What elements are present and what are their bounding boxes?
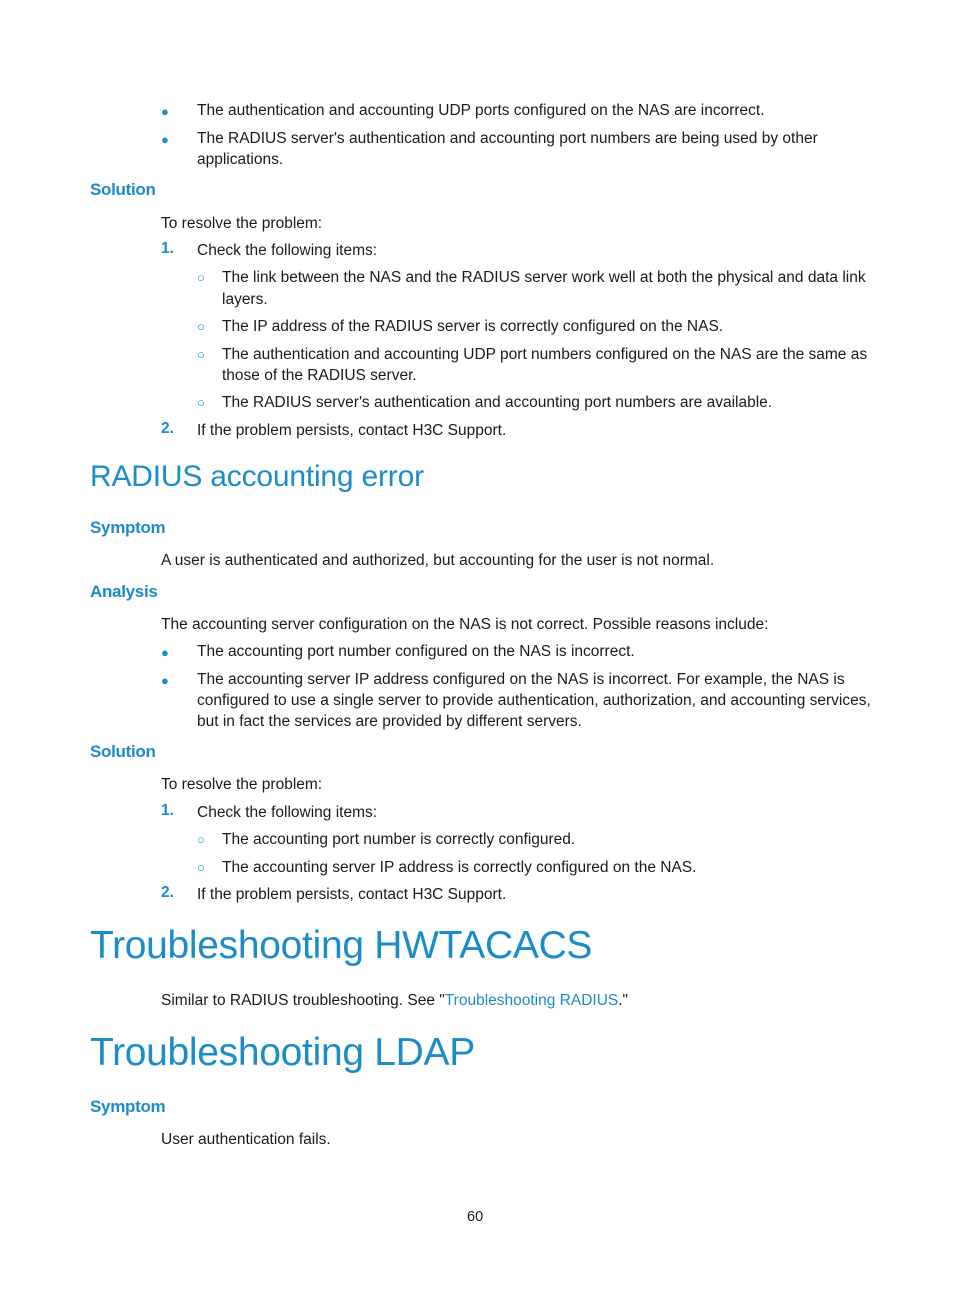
section-heading-solution: Solution bbox=[90, 742, 156, 761]
section-heading-symptom: Symptom bbox=[90, 518, 166, 537]
circle-bullet-icon: ○ bbox=[197, 270, 205, 285]
paragraph: The accounting server configuration on the NAS is not correct. Possible reasons include: bbox=[161, 616, 769, 633]
sub-item-text: The RADIUS server's authentication and accounting port numbers are available. bbox=[222, 394, 773, 411]
page-number: 60 bbox=[467, 1209, 484, 1225]
bullet-icon: ● bbox=[161, 104, 169, 119]
step-number: 2. bbox=[161, 420, 174, 437]
step-number: 2. bbox=[161, 884, 174, 901]
circle-bullet-icon: ○ bbox=[197, 832, 205, 847]
bullet-text: The accounting server IP address configured on the NAS is incorrect. For example, the NAS is bbox=[197, 671, 845, 688]
sub-item-text: The accounting server IP address is correctly configured on the NAS. bbox=[222, 859, 697, 876]
sub-item-text: The link between the NAS and the RADIUS server work well at both the physical and data link bbox=[222, 269, 866, 286]
bullet-text: configured to use a single server to provide authentication, authorization, and accounting services, bbox=[197, 692, 871, 709]
section-heading-symptom: Symptom bbox=[90, 1097, 166, 1116]
bullet-text: but in fact the services are provided by different servers. bbox=[197, 713, 582, 730]
step-text: If the problem persists, contact H3C Support. bbox=[197, 886, 507, 903]
chapter-title-hwtacacs: Troubleshooting HWTACACS bbox=[90, 924, 593, 967]
bullet-text: applications. bbox=[197, 151, 284, 168]
step-text: If the problem persists, contact H3C Support. bbox=[197, 422, 507, 439]
troubleshooting-radius-link[interactable]: Troubleshooting RADIUS bbox=[444, 992, 619, 1009]
bullet-text: The accounting port number configured on the NAS is incorrect. bbox=[197, 643, 635, 660]
bullet-icon: ● bbox=[161, 645, 169, 660]
step-number: 1. bbox=[161, 802, 174, 819]
circle-bullet-icon: ○ bbox=[197, 395, 205, 410]
bullet-text: The authentication and accounting UDP ports configured on the NAS are incorrect. bbox=[197, 102, 765, 119]
circle-bullet-icon: ○ bbox=[197, 860, 205, 875]
circle-bullet-icon: ○ bbox=[197, 319, 205, 334]
bullet-icon: ● bbox=[161, 132, 169, 147]
text-before-link: Similar to RADIUS troubleshooting. See " bbox=[161, 992, 445, 1009]
sub-item-text: those of the RADIUS server. bbox=[222, 367, 417, 384]
bullet-icon: ● bbox=[161, 673, 169, 688]
sub-item-text: The IP address of the RADIUS server is correctly configured on the NAS. bbox=[222, 318, 724, 335]
paragraph: To resolve the problem: bbox=[161, 215, 323, 232]
text-after-link: ." bbox=[618, 992, 629, 1009]
step-text: Check the following items: bbox=[197, 804, 378, 821]
step-number: 1. bbox=[161, 240, 174, 257]
section-heading-analysis: Analysis bbox=[90, 582, 158, 601]
chapter-title-ldap: Troubleshooting LDAP bbox=[90, 1031, 475, 1074]
paragraph: A user is authenticated and authorized, but accounting for the user is not normal. bbox=[161, 552, 715, 569]
sub-item-text: The accounting port number is correctly configured. bbox=[222, 831, 576, 848]
paragraph: To resolve the problem: bbox=[161, 776, 323, 793]
paragraph bbox=[161, 990, 628, 1011]
section-heading-solution: Solution bbox=[90, 180, 156, 199]
bullet-text: The RADIUS server's authentication and accounting port numbers are being used by other bbox=[197, 130, 818, 147]
section-title-radius-accounting-error: RADIUS accounting error bbox=[90, 460, 424, 493]
sub-item-text: layers. bbox=[222, 291, 268, 308]
paragraph: User authentication fails. bbox=[161, 1131, 331, 1148]
step-text: Check the following items: bbox=[197, 242, 378, 259]
circle-bullet-icon: ○ bbox=[197, 347, 205, 362]
sub-item-text: The authentication and accounting UDP port numbers configured on the NAS are the same as bbox=[222, 346, 868, 363]
